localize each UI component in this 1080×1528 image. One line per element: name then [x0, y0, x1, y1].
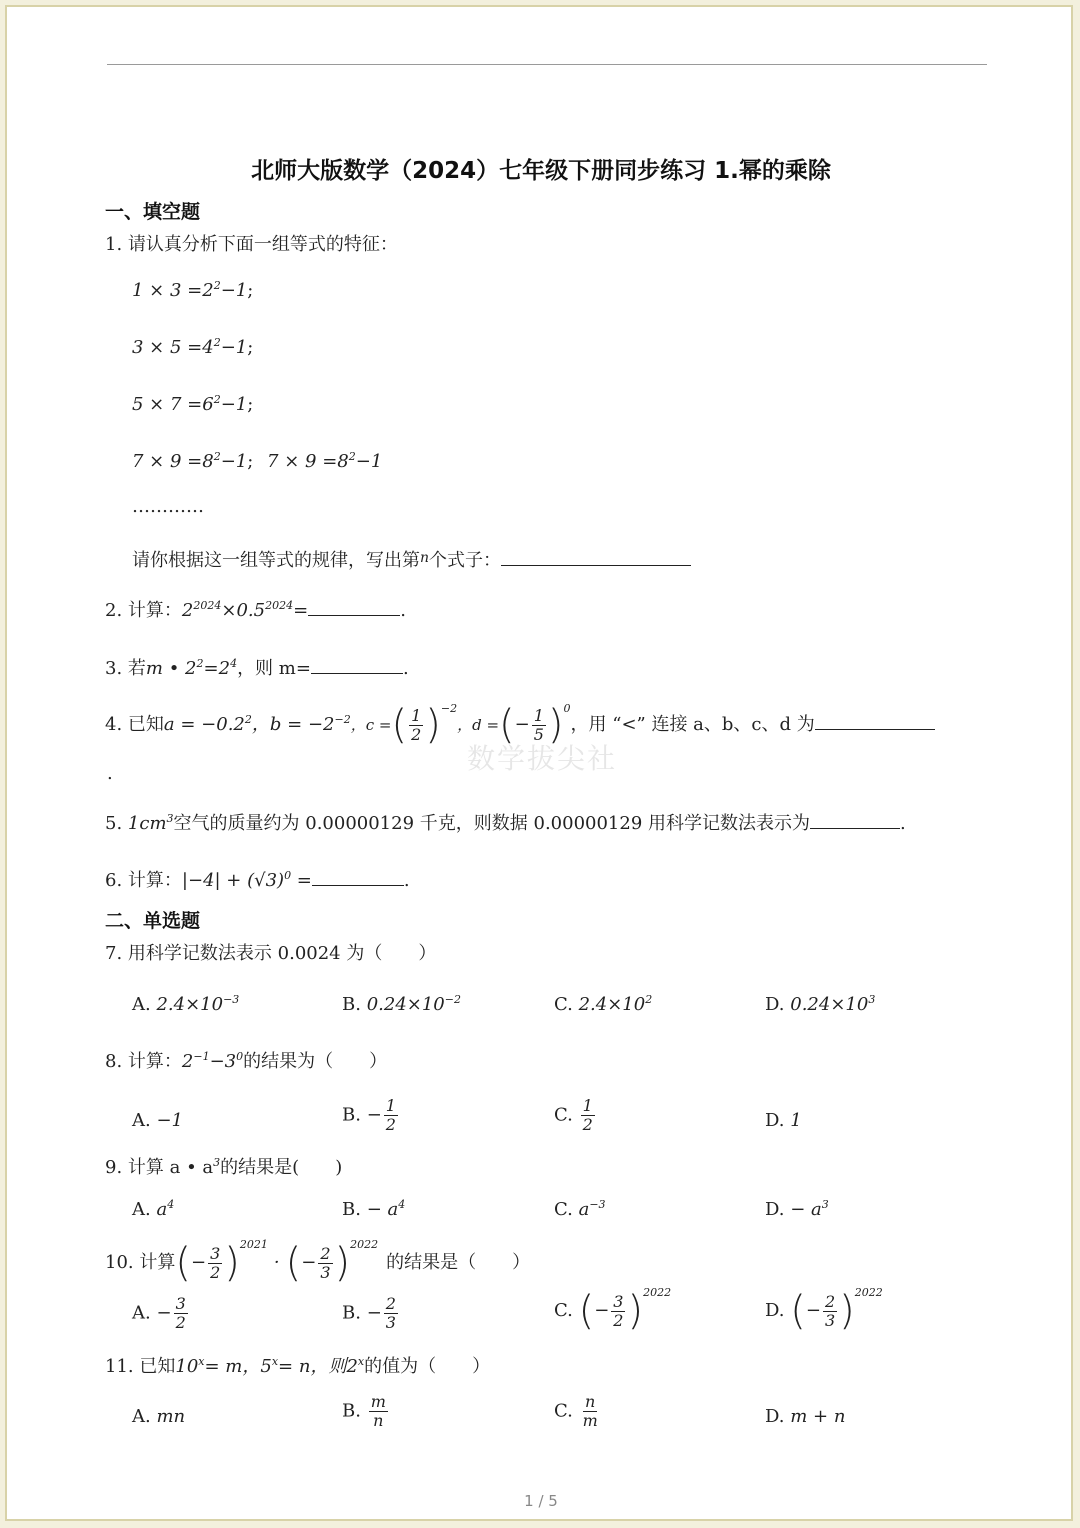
- question-4: 4. 已知$a = -0.2^2$，$b = -2^{-2}$，c =( $\frac{1}{2}$ )$^{-2}$，d =(− $\frac{1}{5}$ )$^0$，用 “<” 连接 a、b、c、d 为: [105, 697, 935, 753]
- q9-option-b[interactable]: B. − $a^4$: [342, 1198, 406, 1220]
- q5-answer-blank[interactable]: [810, 810, 900, 829]
- q10-option-d[interactable]: D. (− $\frac{2}{3}$ )$^{2022}$: [765, 1286, 883, 1334]
- question-7: 7. 用科学记数法表示 0.0024 为（ ）: [105, 943, 437, 964]
- q1-equation-4: $7 \times 9 =8^2-1$; $7 \times 9 =8^2-1$: [132, 450, 383, 472]
- q9-option-a[interactable]: A. $a^4$: [132, 1198, 175, 1220]
- q10-option-b[interactable]: B. − $\frac{2}{3}$: [342, 1294, 396, 1332]
- page-indicator: 1 / 5: [524, 1492, 558, 1510]
- question-5: 5. $1cm^3$空气的质量约为 0.00000129 千克，则数据 0.00000129 用科学记数法表示为 .: [105, 812, 906, 834]
- q8-option-a[interactable]: A. −1: [132, 1110, 184, 1131]
- q6-answer-blank[interactable]: [312, 867, 404, 886]
- q11-option-a[interactable]: A. mn: [132, 1406, 186, 1427]
- q2-answer-blank[interactable]: [308, 597, 400, 616]
- question-10: 10. 计算(− $\frac{3}{2}$ )$^{2021}$· (− $\frac{2}{3}$ )$^{2022}$的结果是（ ）: [105, 1238, 531, 1286]
- question-9: 9. 计算 a • $a^3$的结果是( ): [105, 1156, 343, 1178]
- watermark: 数学拔尖社: [467, 742, 618, 775]
- q1-equation-3: $5 \times 7 =6^2-1$;: [132, 393, 254, 415]
- q9-option-d[interactable]: D. − $a^3$: [765, 1198, 829, 1220]
- q7-option-a[interactable]: A. $2.4\times 10^{-3}$: [132, 993, 240, 1015]
- q7-option-b[interactable]: B. $0.24\times 10^{-2}$: [342, 993, 461, 1015]
- q1-equation-1: $1 \times 3 =2^2-1$;: [132, 279, 254, 301]
- q3-answer-blank[interactable]: [311, 655, 403, 674]
- question-11: 11. 已知$10^x= m$，$5^x= n$，则2$^x$的值为（ ）: [105, 1355, 491, 1377]
- q1-equation-2: $3 \times 5 =4^2-1$;: [132, 336, 254, 358]
- q1-prompt: 请你根据这一组等式的规律，写出第$^n$个式子：: [132, 546, 691, 573]
- question-3: 3. 若m • $2^2=2^4$，则 m= .: [105, 657, 409, 679]
- q4-answer-blank[interactable]: [815, 711, 935, 730]
- section-heading-fill: 一、填空题: [105, 201, 201, 223]
- q10-option-a[interactable]: A. − $\frac{3}{2}$: [132, 1294, 186, 1332]
- q7-option-d[interactable]: D. $0.24\times 10^3$: [765, 993, 876, 1015]
- q8-option-b[interactable]: B. − $\frac{1}{2}$: [342, 1096, 396, 1134]
- document-page: [5, 5, 1073, 1521]
- q1-ellipsis: …………: [132, 496, 204, 517]
- question-8: 8. 计算：$2^{-1}-3^0$的结果为（ ）: [105, 1050, 388, 1072]
- section-heading-choice: 二、单选题: [105, 910, 201, 932]
- q8-option-d[interactable]: D. 1: [765, 1110, 802, 1131]
- question-1: 1. 请认真分析下面一组等式的特征：: [105, 234, 398, 255]
- q7-option-c[interactable]: C. $2.4\times 10^2$: [554, 993, 653, 1015]
- q11-option-b[interactable]: B. $\frac{m}{n}$: [342, 1392, 386, 1430]
- q10-option-c[interactable]: C. (− $\frac{3}{2}$ )$^{2022}$: [554, 1286, 672, 1334]
- q11-option-c[interactable]: C. $\frac{n}{m}$: [554, 1392, 598, 1430]
- page-title: 北师大版数学（2024）七年级下册同步练习 1.幂的乘除: [251, 158, 831, 184]
- header-rule: [107, 64, 987, 65]
- q8-option-c[interactable]: C. $\frac{1}{2}$: [554, 1096, 593, 1134]
- q9-option-c[interactable]: C. $a^{-3}$: [554, 1198, 606, 1220]
- question-6: 6. 计算：$|-4| + (√3)^0$ = .: [105, 869, 410, 891]
- q4-end-period: .: [107, 763, 113, 784]
- q1-answer-blank[interactable]: [501, 547, 691, 566]
- q11-option-d[interactable]: D. m + n: [765, 1406, 846, 1427]
- question-2: 2. 计算：$2^{2024}\times 0.5^{2024}=$ .: [105, 599, 406, 621]
